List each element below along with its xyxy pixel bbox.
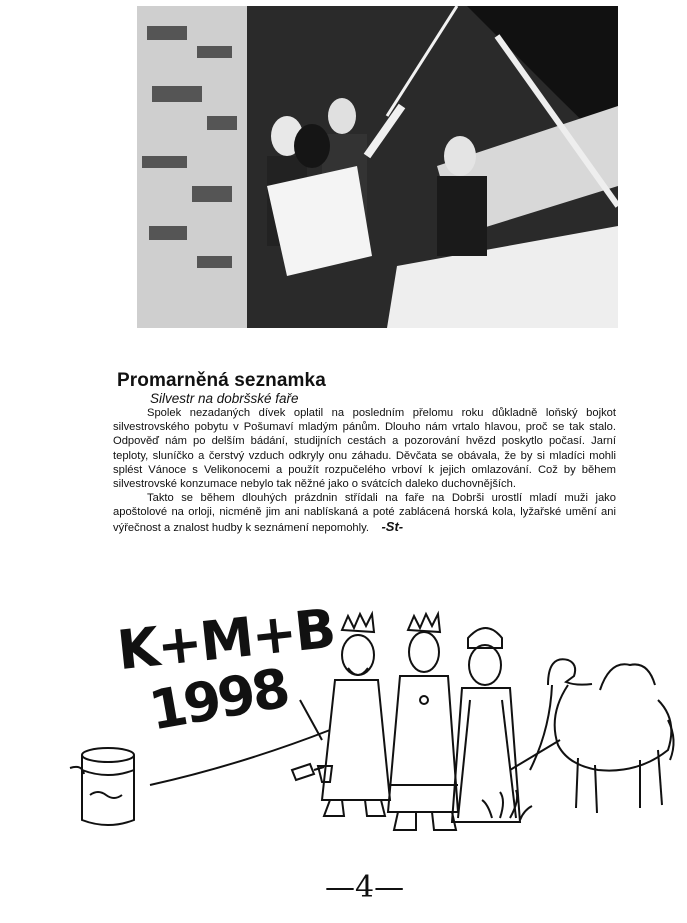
graffiti-year: 1998 <box>144 656 292 743</box>
graffiti-text: K+M+B <box>114 596 337 683</box>
graffiti <box>105 596 337 760</box>
plant-sketch <box>482 790 532 820</box>
article-body <box>113 406 616 535</box>
photograph <box>137 6 618 328</box>
article-title: Promarněná seznamka <box>117 370 326 391</box>
king-figure-3 <box>452 628 560 822</box>
page-number: —4— <box>325 870 405 905</box>
photo-scene <box>137 6 618 328</box>
camel-figure <box>548 659 674 813</box>
article-paragraph: Spolek nezadaných dívek oplatil na posledním přelomu roku důkladně loňský bojkot silvestrovského pobytu v Pošumaví mladým pánům. Dlouho nám vrtalo hlavou, proč se tak stalo. Odpověď nám po delším bádání, studijních cestách a pozorování hvězd poskytlo počasí. Jarní teploty, sluníčko a čerstvý vzduch odkryly onu záhadu. Děvčata se obávala, že by si mladíci mohli splést Vánoce s Velikonocemi a použít rozpučelého vrboví k jejich omlazování. Což by během silvestrovské konzumace nebylo tak něžné jako o svátcích daleko duchovnějších. <box>113 407 616 491</box>
article-subtitle: Silvestr na dobršské faře <box>150 391 299 406</box>
author-signature: -St- <box>381 518 404 534</box>
king-figure-2 <box>388 614 458 830</box>
article-paragraph-text: Takto se během dlouhých prázdnin střídali na faře na Dobrši urostlí mladí muži jako apoštolové na orloji, nicméně jim ani nablískaná a poté zablácená horská kola, lyžařské umění ani výřečnost a znalost hudby k seznámení nepomohly. <box>113 492 616 534</box>
article-paragraph <box>113 491 616 535</box>
